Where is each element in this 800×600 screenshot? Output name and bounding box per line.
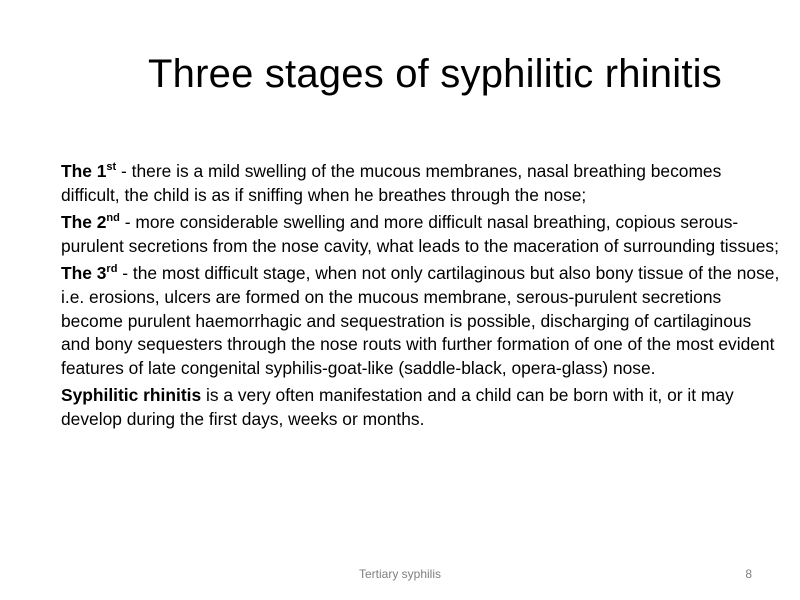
summary-text: is a very often manifestation and a child can be born with it, or it may develop during the first days, weeks or months. [61, 385, 734, 429]
stage-1-paragraph [61, 160, 783, 207]
stage-3-sup: rd [106, 263, 118, 276]
summary-paragraph [61, 384, 783, 431]
stage-1-text: - there is a mild swelling of the mucous membranes, nasal breathing becomes difficult, the child is as if sniffing when he breathes through the nose; [61, 161, 722, 205]
footer-title: Tertiary syphilis [358, 567, 442, 581]
stage-2-lead: The 2 [61, 212, 107, 233]
stage-1-sup: st [106, 161, 117, 174]
slide-title: Three stages of syphilitic rhinitis [148, 52, 722, 96]
page-number: 8 [745, 567, 752, 581]
stage-1-lead: The 1 [61, 161, 107, 181]
stage-3-text: - the most difficult stage, when not only cartilaginous but also bony tissue of the nose, i.e. erosions, ulcers are formed on the mucous membrane, serous-purulent secretions become purulent haemorrhagic and sequestration is possible, discharging of cartilaginous and bony sequesters through the nose routs with further formation of one of the most evident features of late congenital syphilis-goat-like (saddle-black, opera-glass) nose. [61, 263, 780, 378]
stage-2-paragraph [61, 211, 783, 258]
stage-2-text: - more considerable swelling and more difficult nasal breathing, copious serous-purulent secretions from the nose cavity, what leads to the maceration of surrounding tissues; [61, 212, 779, 256]
stage-3-lead: The 3 [61, 263, 107, 284]
stage-2-sup: nd [106, 212, 120, 225]
slide-body [61, 160, 783, 436]
summary-lead: Syphilitic rhinitis [61, 385, 202, 406]
stage-3-paragraph [61, 262, 783, 380]
